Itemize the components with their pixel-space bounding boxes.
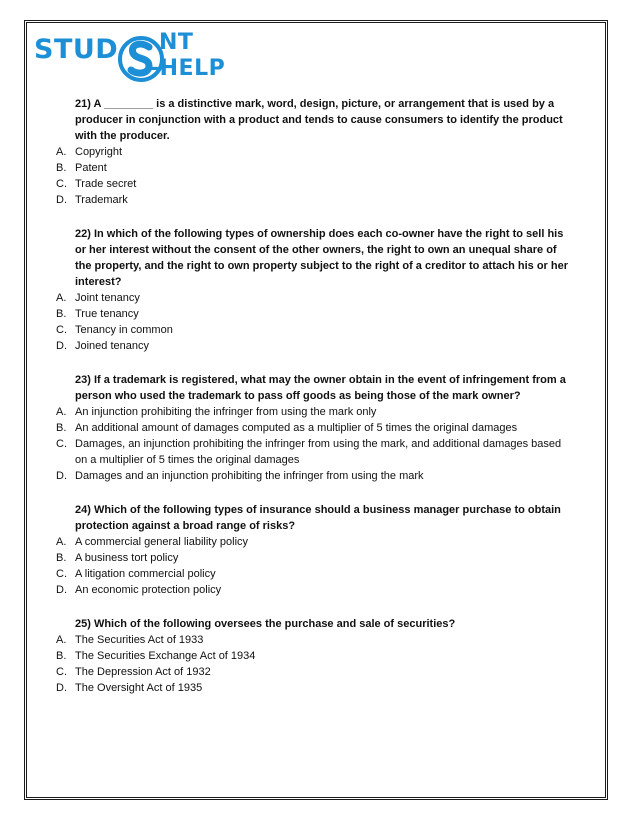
answer-option — [0, 534, 638, 550]
option-letter: C. — [56, 178, 67, 190]
question-24 — [0, 502, 638, 598]
option-letter: C. — [56, 568, 67, 580]
option-letter: B. — [56, 422, 67, 434]
question-text: 23) If a trademark is registered, what may the owner obtain in the event of infringement from a person who used the trademark to pass off goods as being those of the mark owner? — [75, 374, 569, 402]
option-letter: B. — [56, 552, 67, 564]
option-text: A commercial general liability policy — [75, 536, 249, 548]
option-text: An additional amount of damages computed as a multiplier of 5 times the original damages — [75, 422, 518, 434]
option-letter: D. — [56, 584, 67, 596]
answer-option — [0, 664, 638, 680]
option-text: Damages and an injunction prohibiting the infringer from using the mark — [75, 470, 424, 482]
option-letter: D. — [56, 682, 67, 694]
answer-option — [0, 632, 638, 648]
answer-option — [0, 420, 638, 436]
option-text: Trade secret — [75, 178, 137, 190]
answer-option — [0, 322, 638, 338]
option-letter: B. — [56, 162, 67, 174]
option-letter: C. — [56, 666, 67, 678]
option-text: Joined tenancy — [75, 340, 149, 352]
answer-option — [0, 176, 638, 192]
answer-option — [0, 338, 638, 354]
option-text: The Securities Exchange Act of 1934 — [75, 650, 256, 662]
option-text: Trademark — [75, 194, 128, 206]
question-23 — [0, 372, 638, 484]
option-letter: A. — [56, 146, 67, 158]
option-text: Joint tenancy — [75, 292, 140, 304]
answer-option — [0, 192, 638, 208]
option-text: The Depression Act of 1932 — [75, 666, 211, 678]
option-letter: A. — [56, 634, 67, 646]
option-letter: C. — [56, 438, 67, 450]
option-text: The Oversight Act of 1935 — [75, 682, 203, 694]
student-help-logo — [34, 28, 234, 90]
answer-option — [0, 290, 638, 306]
logo-text-stud: STUD — [34, 34, 119, 65]
option-letter: A. — [56, 292, 67, 304]
option-text: True tenancy — [75, 308, 139, 320]
answer-option — [0, 306, 638, 322]
option-text: A litigation commercial policy — [75, 568, 216, 580]
question-text: 24) Which of the following types of insurance should a business manager purchase to obtain protection against a broad range of risks? — [75, 504, 564, 532]
question-text: 21) A ________ is a distinctive mark, word, design, picture, or arrangement that is used by a producer in conjunction with a product and tends to cause consumers to identify the product with the producer. — [75, 98, 566, 142]
answer-option — [0, 160, 638, 176]
option-letter: B. — [56, 308, 67, 320]
option-letter: D. — [56, 470, 67, 482]
answer-option — [0, 582, 638, 598]
logo-text-help: -HELP — [150, 56, 226, 81]
answer-option — [0, 144, 638, 160]
question-text: 25) Which of the following oversees the purchase and sale of securities? — [75, 618, 456, 630]
logo-text-nt: NT — [159, 30, 194, 55]
answer-option — [0, 648, 638, 664]
option-text: An injunction prohibiting the infringer from using the mark only — [75, 406, 377, 418]
option-letter: D. — [56, 340, 67, 352]
option-letter: B. — [56, 650, 67, 662]
answer-option — [0, 566, 638, 582]
option-letter: D. — [56, 194, 67, 206]
question-text: 22) In which of the following types of ownership does each co-owner have the right to sell his or her interest without the consent of the other owners, the right to own an unequal share of the property, and the right to own property subject to the right of a creditor to attach his or her interest? — [75, 228, 572, 288]
option-text: Tenancy in common — [75, 324, 173, 336]
option-text: The Securities Act of 1933 — [75, 634, 204, 646]
option-text: A business tort policy — [75, 552, 179, 564]
question-21 — [0, 96, 638, 208]
option-text: An economic protection policy — [75, 584, 222, 596]
answer-option — [0, 404, 638, 420]
question-25 — [0, 616, 638, 696]
option-text: Damages, an injunction prohibiting the infringer from using the mark, and additional damages based on a multiplier of 5 times the original damages — [75, 438, 562, 466]
question-22 — [0, 226, 638, 354]
option-text: Patent — [75, 162, 107, 174]
option-letter: A. — [56, 536, 67, 548]
option-text: Copyright — [75, 146, 123, 158]
option-letter: C. — [56, 324, 67, 336]
answer-option — [0, 436, 638, 468]
answer-option — [0, 550, 638, 566]
question-list — [0, 96, 638, 714]
answer-option — [0, 468, 638, 484]
answer-option — [0, 680, 638, 696]
option-letter: A. — [56, 406, 67, 418]
